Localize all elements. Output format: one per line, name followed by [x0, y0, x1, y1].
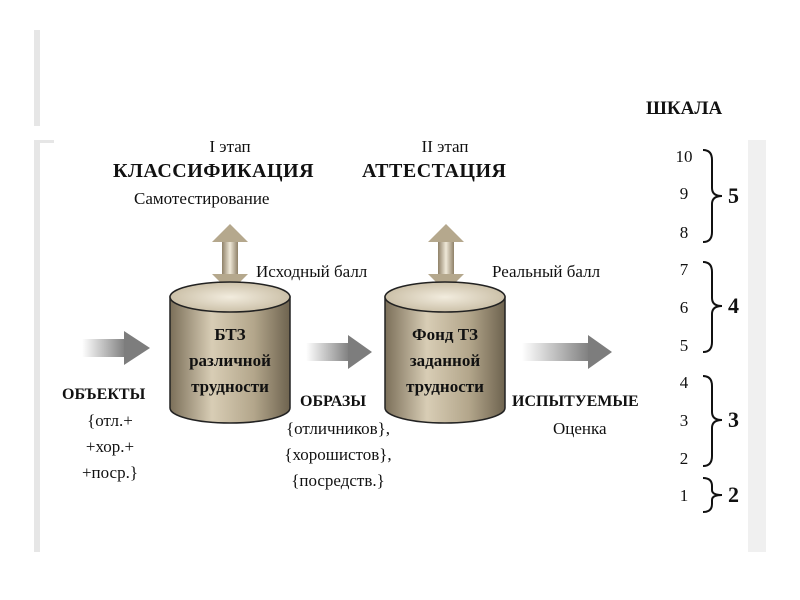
images-line-2: {хорошистов}, [284, 445, 392, 464]
grade-label: 3 [728, 407, 739, 432]
initial-score-label: Исходный балл [256, 262, 368, 281]
objects-line-1: {отл.+ [87, 411, 133, 430]
subjects-title: ИСПЫТУЕМЫЕ [512, 393, 639, 410]
brace-grade-3 [703, 376, 722, 466]
scale-title: ШКАЛА [646, 98, 723, 119]
images-line-1: {отличников}, [285, 419, 391, 438]
stage1-label: I этап [209, 137, 251, 156]
brace-grade-2 [703, 478, 722, 512]
brace-grade-5 [703, 150, 722, 242]
grade-label: 2 [728, 482, 739, 507]
arrow-subjects [522, 335, 612, 369]
stage2-label: II этап [421, 137, 469, 156]
cylinder1-line-3: трудности [191, 377, 269, 396]
arrow-images [306, 335, 372, 369]
scale-number: 5 [679, 336, 689, 355]
cylinder1-label [170, 322, 290, 400]
objects-list [62, 408, 158, 486]
scale-number: 3 [679, 411, 689, 430]
subjects-subtitle: Оценка [553, 419, 607, 438]
cylinder2-line-2: заданной [409, 351, 481, 370]
images-line-3: {посредств.} [291, 471, 385, 490]
scale-number: 9 [679, 184, 689, 203]
cylinder1-line-2: различной [189, 351, 271, 370]
scale-number: 4 [679, 373, 689, 392]
stage1-title: КЛАССИФИКАЦИЯ [113, 160, 315, 182]
scale-number: 10 [675, 147, 693, 166]
brace-grade-4 [703, 262, 722, 352]
images-list [258, 416, 418, 494]
images-title: ОБРАЗЫ [300, 393, 367, 410]
objects-line-2: +хор.+ [85, 437, 135, 456]
scale-number: 7 [679, 260, 689, 279]
cylinder2-line-1: Фонд ТЗ [411, 325, 479, 344]
scale-number: 2 [679, 449, 689, 468]
stage1-subtitle: Самотестирование [134, 189, 270, 208]
cylinder1-line-1: БТЗ [214, 325, 246, 344]
real-score-label: Реальный балл [492, 262, 601, 281]
scale-number: 8 [679, 223, 689, 242]
grade-label: 5 [728, 183, 739, 208]
cylinder2-line-3: трудности [406, 377, 484, 396]
arrow-objects [82, 331, 150, 365]
objects-line-3: +поср.} [81, 463, 139, 482]
cylinder2-label [385, 322, 505, 400]
scale-number: 6 [679, 298, 689, 317]
stage2-title: АТТЕСТАЦИЯ [362, 160, 507, 182]
grade-label: 4 [728, 293, 739, 318]
scale-number: 1 [679, 486, 689, 505]
objects-title: ОБЪЕКТЫ [62, 386, 146, 403]
